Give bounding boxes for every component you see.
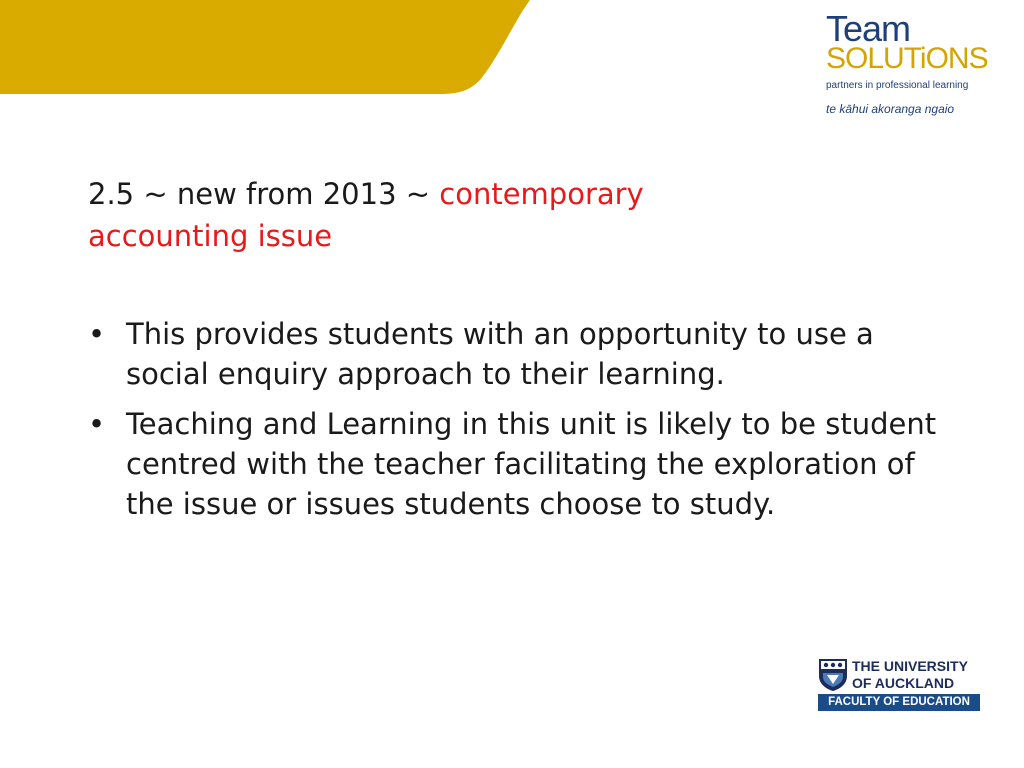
slide-heading xyxy=(88,173,808,257)
bullet-icon: • xyxy=(88,317,106,351)
uoa-name-line2: OF AUCKLAND xyxy=(852,675,955,691)
university-of-auckland-logo xyxy=(818,658,982,712)
heading-prefix: 2.5 ~ new from 2013 ~ xyxy=(88,177,440,211)
bullet-item xyxy=(88,314,948,394)
bullet-text: Teaching and Learning in this unit is likely to be student centred with the teacher facilitating the exploration of the issue or issues students choose to study. xyxy=(126,407,937,521)
uoa-name-line1: THE UNIVERSITY xyxy=(852,658,968,674)
bullet-text: This provides students with an opportunity to use a social enquiry approach to their learning. xyxy=(126,317,874,391)
university-crest-icon xyxy=(818,658,848,692)
bullet-icon: • xyxy=(88,407,106,441)
logo-maori-tagline: te kāhui akoranga ngaio xyxy=(826,102,955,116)
logo-tagline: partners in professional learning xyxy=(826,80,969,91)
logo-solutions-text: SOLUTiONS xyxy=(826,42,988,75)
gold-swoosh-decoration xyxy=(0,0,540,100)
heading-accent: contemporary accounting issue xyxy=(88,177,644,253)
logo-team-text: Team xyxy=(826,8,911,49)
bullet-list xyxy=(88,314,948,534)
faculty-banner: FACULTY OF EDUCATION xyxy=(818,694,980,711)
team-solutions-logo xyxy=(826,8,1016,122)
bullet-item xyxy=(88,404,948,524)
